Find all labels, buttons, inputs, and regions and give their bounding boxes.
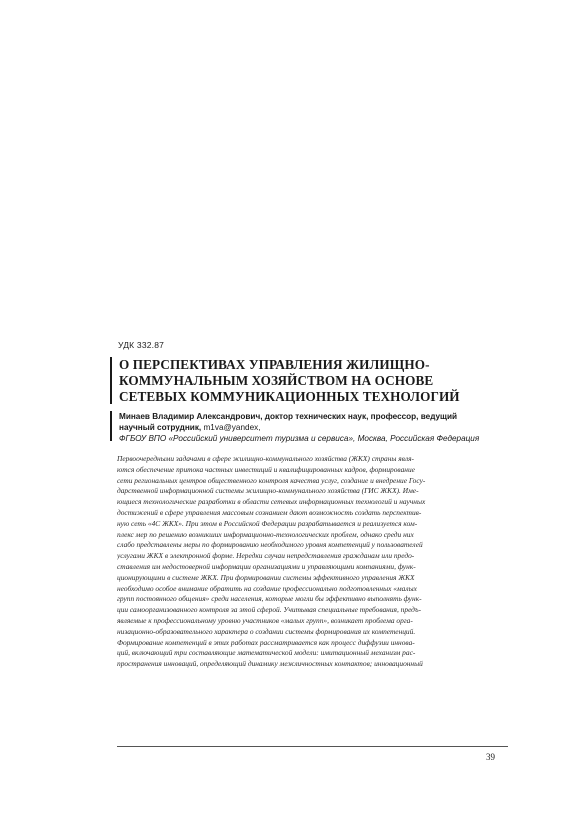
abstract-line: достижений в сфере управления массовым сознанием дают возможность создать перспектив- <box>117 507 422 517</box>
author-position: научный сотрудник, <box>119 423 202 432</box>
abstract-line: дарственной информационной системы жилищно-коммунального хозяйства (ГИС ЖКХ). Име- <box>117 486 419 496</box>
author-affiliation: ФГБОУ ВПО «Российский университет туризма и сервиса», Москва, Российская Федерация <box>119 434 480 443</box>
abstract-line: ную сеть «4С ЖКХ». При этом в Российской Федерации разрабатывается и реализуется ком- <box>117 518 418 528</box>
abstract-line: слабо представлены меры по формированию необходимого уровня компетенций у пользователей <box>117 540 423 550</box>
abstract-line: Формирование компетенций в этих работах рассматривается как процесс диффузии иннова- <box>117 637 415 647</box>
abstract-line: групп постоянного общения» среди населения, которые могли бы эффективно выполнять функ- <box>117 594 422 604</box>
author-name-line: Минаев Владимир Александрович, доктор технических наук, профессор, ведущий <box>119 412 458 421</box>
udk-code: УДК 332.87 <box>118 340 165 350</box>
title-line: КОММУНАЛЬНЫМ ХОЗЯЙСТВОМ НА ОСНОВЕ <box>119 373 434 388</box>
abstract-line: ставления им недостоверной информации организациями и управляющими компаниями, функ- <box>117 561 416 571</box>
abstract-line: являемые к профессиональному уровню участников «малых групп», возникает проблема орга- <box>117 615 413 625</box>
author-email: m1va@yandex, <box>201 423 261 432</box>
abstract <box>117 454 509 670</box>
abstract-line: пространения инноваций, определяющий динамику межличностных контактов; инновационный <box>117 659 423 669</box>
abstract-line: ются обеспечение притока частных инвестиций и квалифицированных кадров, формирование <box>117 464 415 474</box>
title-line: СЕТЕВЫХ КОММУНИКАЦИОННЫХ ТЕХНОЛОГИЙ <box>119 389 460 404</box>
abstract-line: услугами ЖКХ в электронной форме. Нередки случаи непредставления гражданам или предо- <box>117 551 415 561</box>
title-line: О ПЕРСПЕКТИВАХ УПРАВЛЕНИЯ ЖИЛИЩНО- <box>119 357 430 372</box>
page-number: 39 <box>486 752 495 762</box>
abstract-line: плекс мер по решению возникших информационно-технологических проблем, однако среди них <box>117 529 414 539</box>
author-info <box>119 411 519 444</box>
author-accent-bar <box>110 411 112 441</box>
abstract-line: низационно-образовательного характера о создании системы формирования их компетенций. <box>117 626 416 636</box>
abstract-line: ционирующими в системе ЖКХ. При формировании системы эффективного управления ЖКХ <box>117 572 415 582</box>
article-title <box>119 357 519 405</box>
abstract-line: сети региональных центров общественного контроля качества услуг, создание и внедрение Госу- <box>117 475 426 485</box>
footer-divider <box>117 746 508 747</box>
abstract-line: ющиеся технологические разработки в области сетевых информационных технологий и научных <box>117 497 426 507</box>
title-accent-bar <box>110 357 112 404</box>
abstract-line: ции самоорганизованного контроля за этой сферой. Учитывая специальные требования, предъ- <box>117 605 422 615</box>
abstract-line: ций, включающий три составляющие математической модели: имитационный механизм рас- <box>117 648 416 658</box>
abstract-line: необходимо особое внимание обратить на создание профессионально подготовленных «малых <box>117 583 417 593</box>
abstract-line: Первоочередными задачами в сфере жилищно-коммунального хозяйства (ЖКХ) страны явля- <box>117 454 414 463</box>
